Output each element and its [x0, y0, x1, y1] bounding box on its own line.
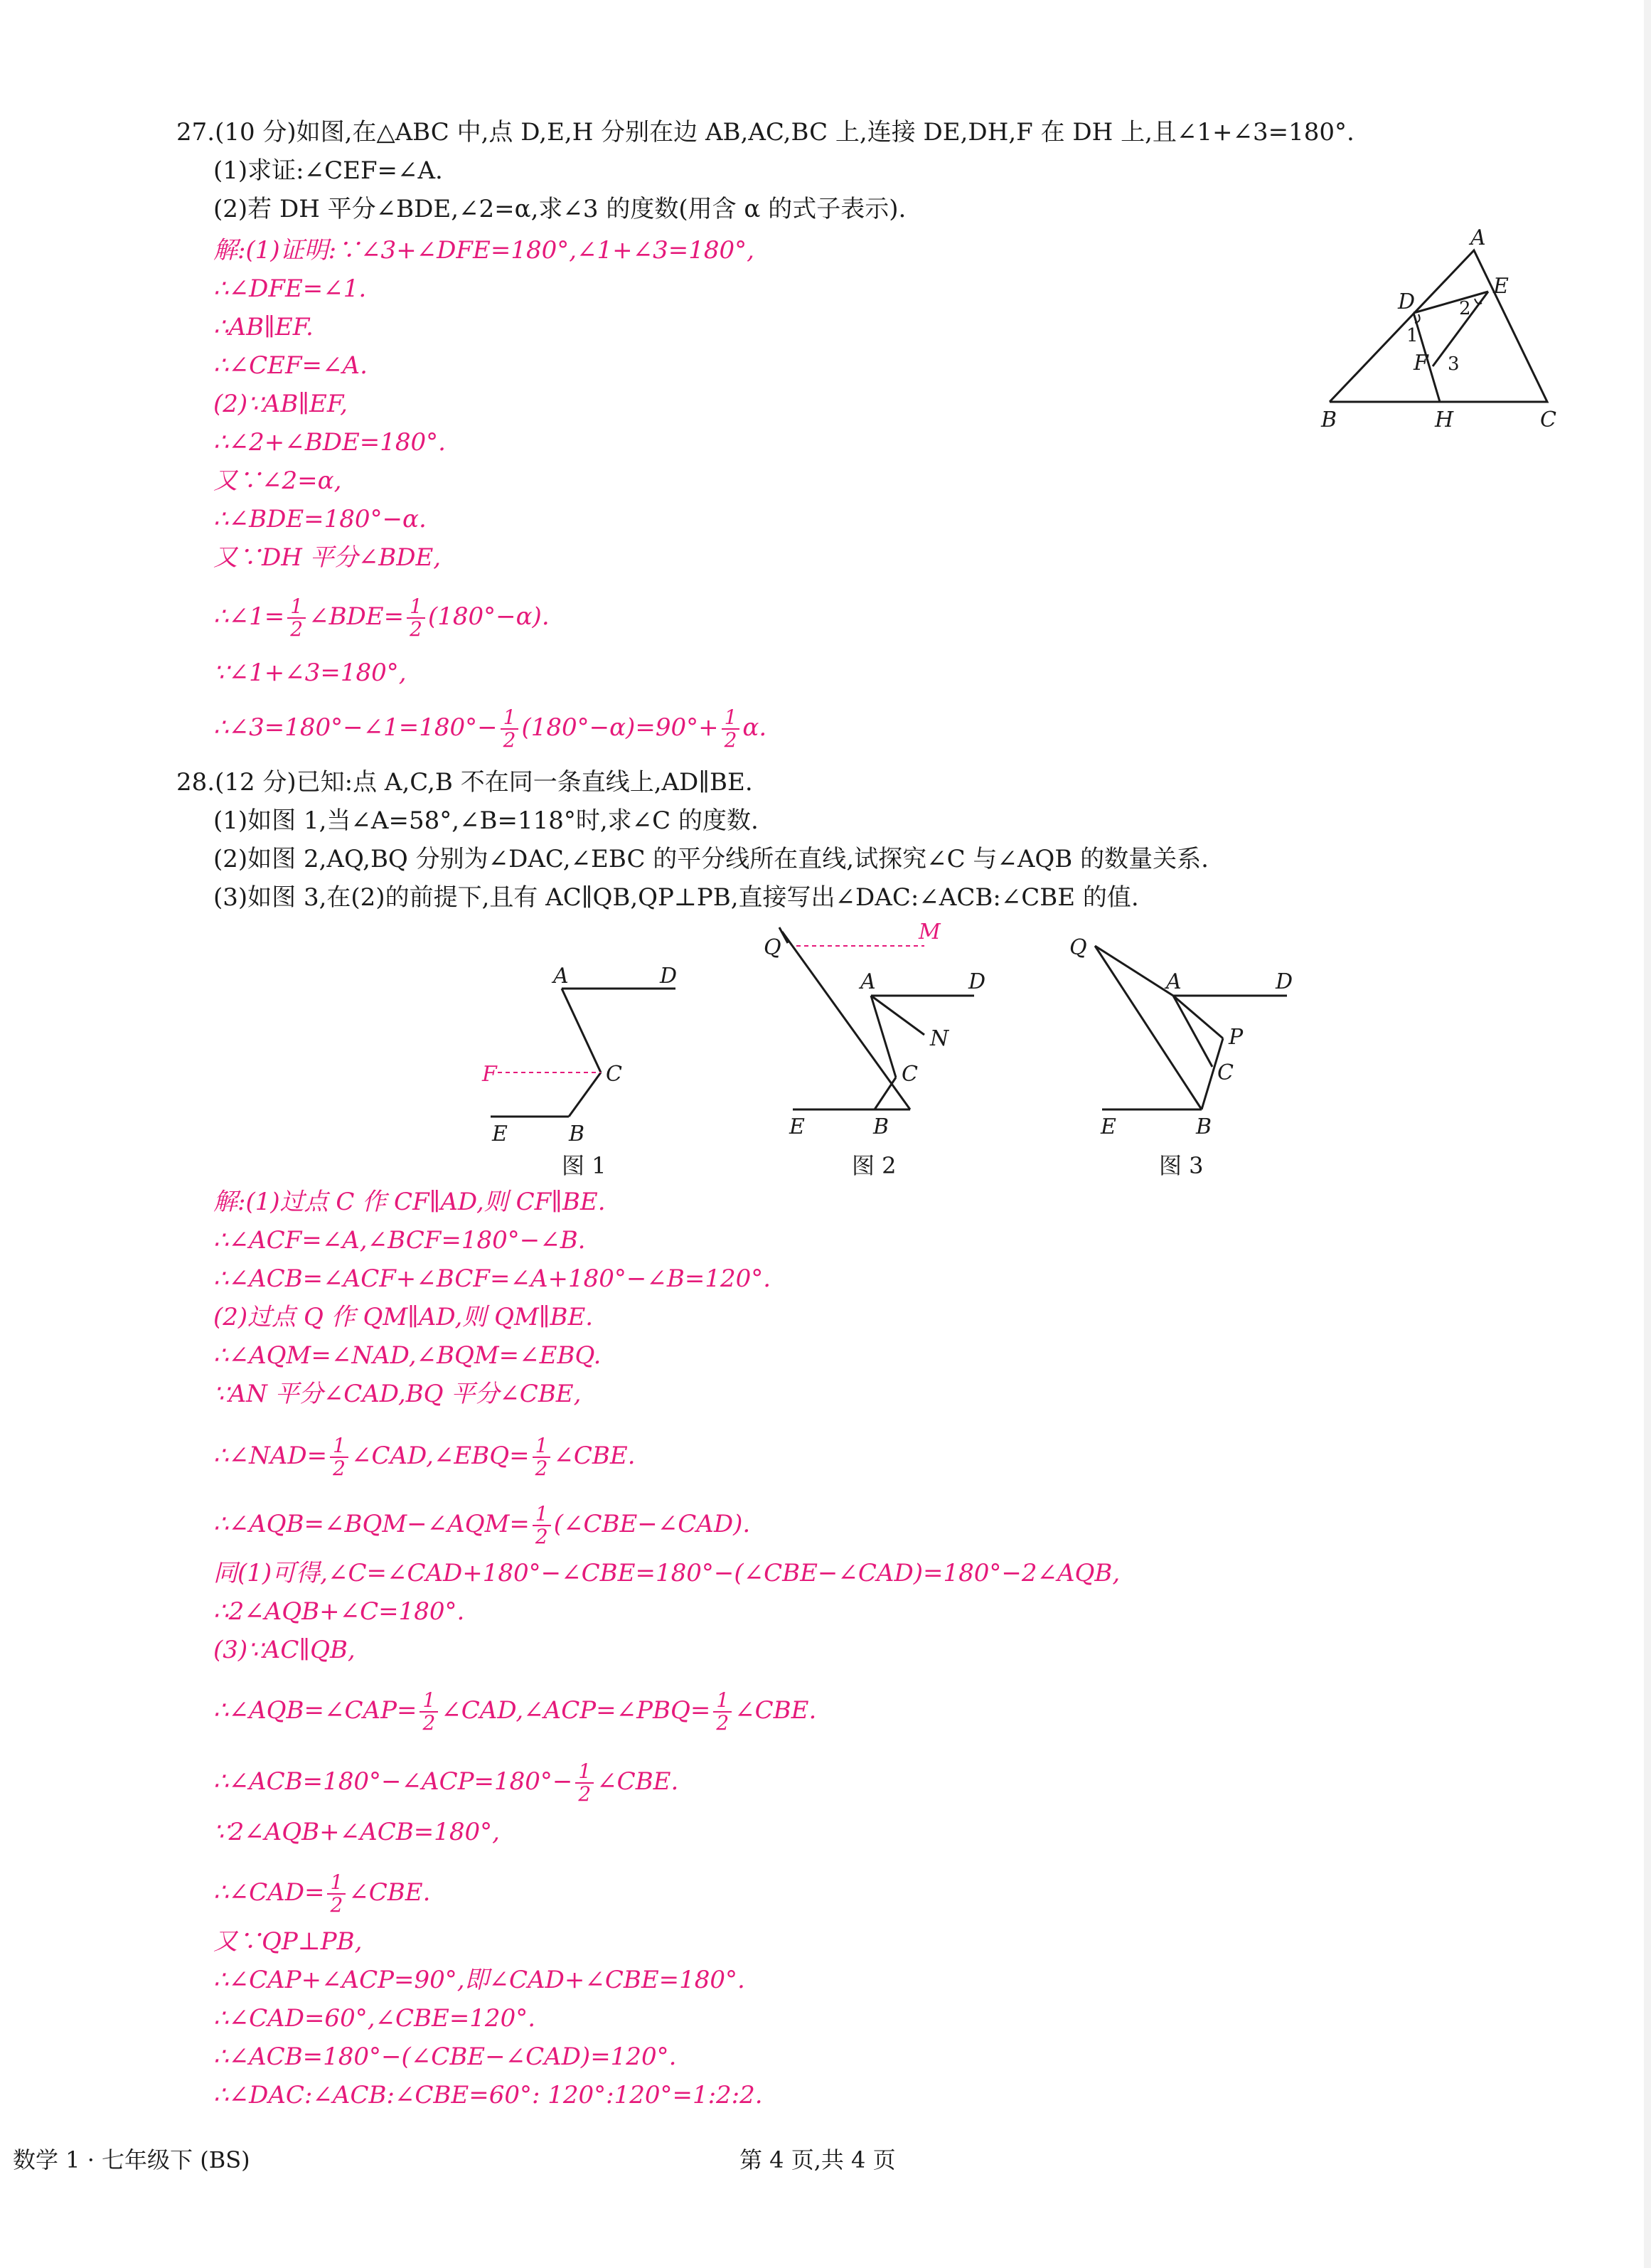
- label-N: N: [930, 1026, 949, 1051]
- q27-sol-line: 又∵DH 平分∠BDE,: [213, 543, 442, 572]
- q27-sol-line: (2)∵AB∥EF,: [213, 390, 348, 418]
- label-B: B: [1321, 408, 1337, 432]
- fig1-caption: 图 1: [562, 1152, 607, 1179]
- fig3-caption: 图 3: [1159, 1152, 1204, 1179]
- q27-triangle-figure: [1308, 228, 1571, 437]
- q28-sol-line: ∴2∠AQB+∠C=180°.: [213, 1597, 465, 1626]
- label-B: B: [873, 1114, 889, 1139]
- q28-sol-line: (2)过点 Q 作 QM∥AD,则 QM∥BE.: [213, 1303, 594, 1331]
- label-A: A: [1470, 228, 1486, 250]
- label-E: E: [492, 1122, 508, 1145]
- q28-sol-line: ∴∠CAP+∠ACP=90°,即∠CAD+∠CBE=180°.: [213, 1966, 745, 1994]
- q28-figure-2: [761, 917, 1003, 1155]
- q28-part1: (1)如图 1,当∠A=58°,∠B=118°时,求∠C 的度数.: [213, 806, 759, 835]
- q28-sol-line: ∴∠CAD=60°,∠CBE=120°.: [213, 2004, 536, 2033]
- label-D: D: [660, 967, 678, 989]
- label-Q: Q: [1069, 935, 1087, 960]
- q28-part3: (3)如图 3,在(2)的前提下,且有 AC∥QB,QP⊥PB,直接写出∠DAC:∠ACB:∠CBE 的值.: [213, 883, 1139, 912]
- q27-sol-line: ∴AB∥EF.: [213, 313, 314, 341]
- q28-figure-3: [1059, 925, 1315, 1155]
- footer-subject: 数学 1 · 七年级下 (BS): [13, 2146, 250, 2173]
- q28-sol-line: (3)∵AC∥QB,: [213, 1636, 356, 1664]
- label-E: E: [789, 1114, 805, 1139]
- label-H: H: [1435, 408, 1454, 432]
- label-B: B: [1196, 1114, 1212, 1139]
- q28-sol-fraction-line: ∴∠CAD= $\frac{1}{2}$ ∠CBE.: [213, 1870, 431, 1917]
- q28-sol-fraction-line: ∴∠AQB=∠CAP= $\frac{1}{2}$ ∠CAD,∠ACP=∠PBQ= $\frac{1}{2}$ ∠CBE.: [213, 1688, 817, 1735]
- q28-sol-line: 解:(1)过点 C 作 CF∥AD,则 CF∥BE.: [213, 1188, 606, 1216]
- footer-page-number: 第 4 页,共 4 页: [739, 2146, 896, 2173]
- label-A: A: [860, 969, 876, 994]
- q27-sol-line: ∴∠BDE=180°−α.: [213, 505, 427, 533]
- label-C: C: [606, 1062, 622, 1087]
- fig2-caption: 图 2: [852, 1152, 897, 1179]
- q28-sol-line: ∴∠ACB=180°−(∠CBE−∠CAD)=120°.: [213, 2043, 677, 2071]
- label-D: D: [968, 969, 986, 994]
- q28-sol-line: 又∵QP⊥PB,: [213, 1927, 363, 1956]
- label-C: C: [1540, 408, 1556, 432]
- q28-sol-fraction-line: ∴∠AQB=∠BQM−∠AQM= $\frac{1}{2}$ (∠CBE−∠CAD).: [213, 1502, 751, 1548]
- q27-part2: (2)若 DH 平分∠BDE,∠2=α,求∠3 的度数(用含 α 的式子表示).: [213, 195, 907, 223]
- q27-sol-line: ∴∠DFE=∠1.: [213, 275, 367, 303]
- q27-sol-line: ∵∠1+∠3=180°,: [213, 659, 407, 687]
- q27-sol-line: 解:(1)证明:∵∠3+∠DFE=180°,∠1+∠3=180°,: [213, 236, 754, 265]
- q27-sol-line: 又∵∠2=α,: [213, 467, 342, 495]
- q27-sol-line: ∴∠CEF=∠A.: [213, 351, 368, 380]
- q28-sol-fraction-line: ∴∠ACB=180°−∠ACP=180°− $\frac{1}{2}$ ∠CBE.: [213, 1759, 679, 1806]
- q28-sol-line: ∴∠ACF=∠A,∠BCF=180°−∠B.: [213, 1226, 586, 1255]
- angle-1-label: 1: [1406, 325, 1418, 346]
- label-P: P: [1229, 1025, 1244, 1050]
- q28-sol-line: 同(1)可得,∠C=∠CAD+180°−∠CBE=180°−(∠CBE−∠CAD)=180°−2∠AQB,: [213, 1559, 1121, 1587]
- label-A: A: [1166, 969, 1182, 994]
- q28-sol-line: ∵2∠AQB+∠ACB=180°,: [213, 1818, 500, 1846]
- label-M: M: [919, 920, 941, 944]
- q28-sol-line: ∴∠DAC:∠ACB:∠CBE=60°: 120°:120°=1:2:2.: [213, 2081, 763, 2109]
- scan-edge: [1644, 0, 1651, 2268]
- q28-sol-line: ∵AN 平分∠CAD,BQ 平分∠CBE,: [213, 1380, 582, 1408]
- q28-sol-line: ∴∠ACB=∠ACF+∠BCF=∠A+180°−∠B=120°.: [213, 1265, 771, 1293]
- label-A: A: [553, 967, 569, 989]
- q28-figure-1: [469, 967, 704, 1148]
- q28-sol-line: ∴∠AQM=∠NAD,∠BQM=∠EBQ.: [213, 1341, 602, 1370]
- q27-sol-fraction-line: ∴∠1= $\frac{1}{2}$ ∠BDE= $\frac{1}{2}$ (180°−α).: [213, 595, 550, 641]
- q27-stem: 27.(10 分)如图,在△ABC 中,点 D,E,H 分别在边 AB,AC,BC 上,连接 DE,DH,F 在 DH 上,且∠1+∠3=180°.: [176, 118, 1355, 147]
- label-C: C: [902, 1062, 918, 1087]
- label-D: D: [1276, 969, 1293, 994]
- label-Q: Q: [764, 935, 781, 960]
- angle-3-label: 3: [1448, 353, 1460, 375]
- label-F: F: [482, 1062, 497, 1087]
- q27-sol-fraction-line: ∴∠3=180°−∠1=180°− $\frac{1}{2}$ (180°−α)=90°+ $\frac{1}{2}$ α.: [213, 706, 767, 752]
- angle-2-label: 2: [1459, 298, 1471, 319]
- q28-sol-fraction-line: ∴∠NAD= $\frac{1}{2}$ ∠CAD,∠EBQ= $\frac{1}{2}$ ∠CBE.: [213, 1434, 636, 1480]
- q27-part1: (1)求证:∠CEF=∠A.: [213, 156, 443, 185]
- label-E: E: [1493, 274, 1509, 299]
- q27-sol-line: ∴∠2+∠BDE=180°.: [213, 428, 446, 457]
- q28-stem: 28.(12 分)已知:点 A,C,B 不在同一条直线上,AD∥BE.: [176, 768, 753, 797]
- label-B: B: [569, 1122, 585, 1145]
- label-D: D: [1398, 289, 1416, 314]
- label-E: E: [1101, 1114, 1116, 1139]
- q28-part2: (2)如图 2,AQ,BQ 分别为∠DAC,∠EBC 的平分线所在直线,试探究∠C 与∠AQB 的数量关系.: [213, 845, 1209, 873]
- label-C: C: [1217, 1060, 1234, 1085]
- label-F: F: [1414, 351, 1428, 376]
